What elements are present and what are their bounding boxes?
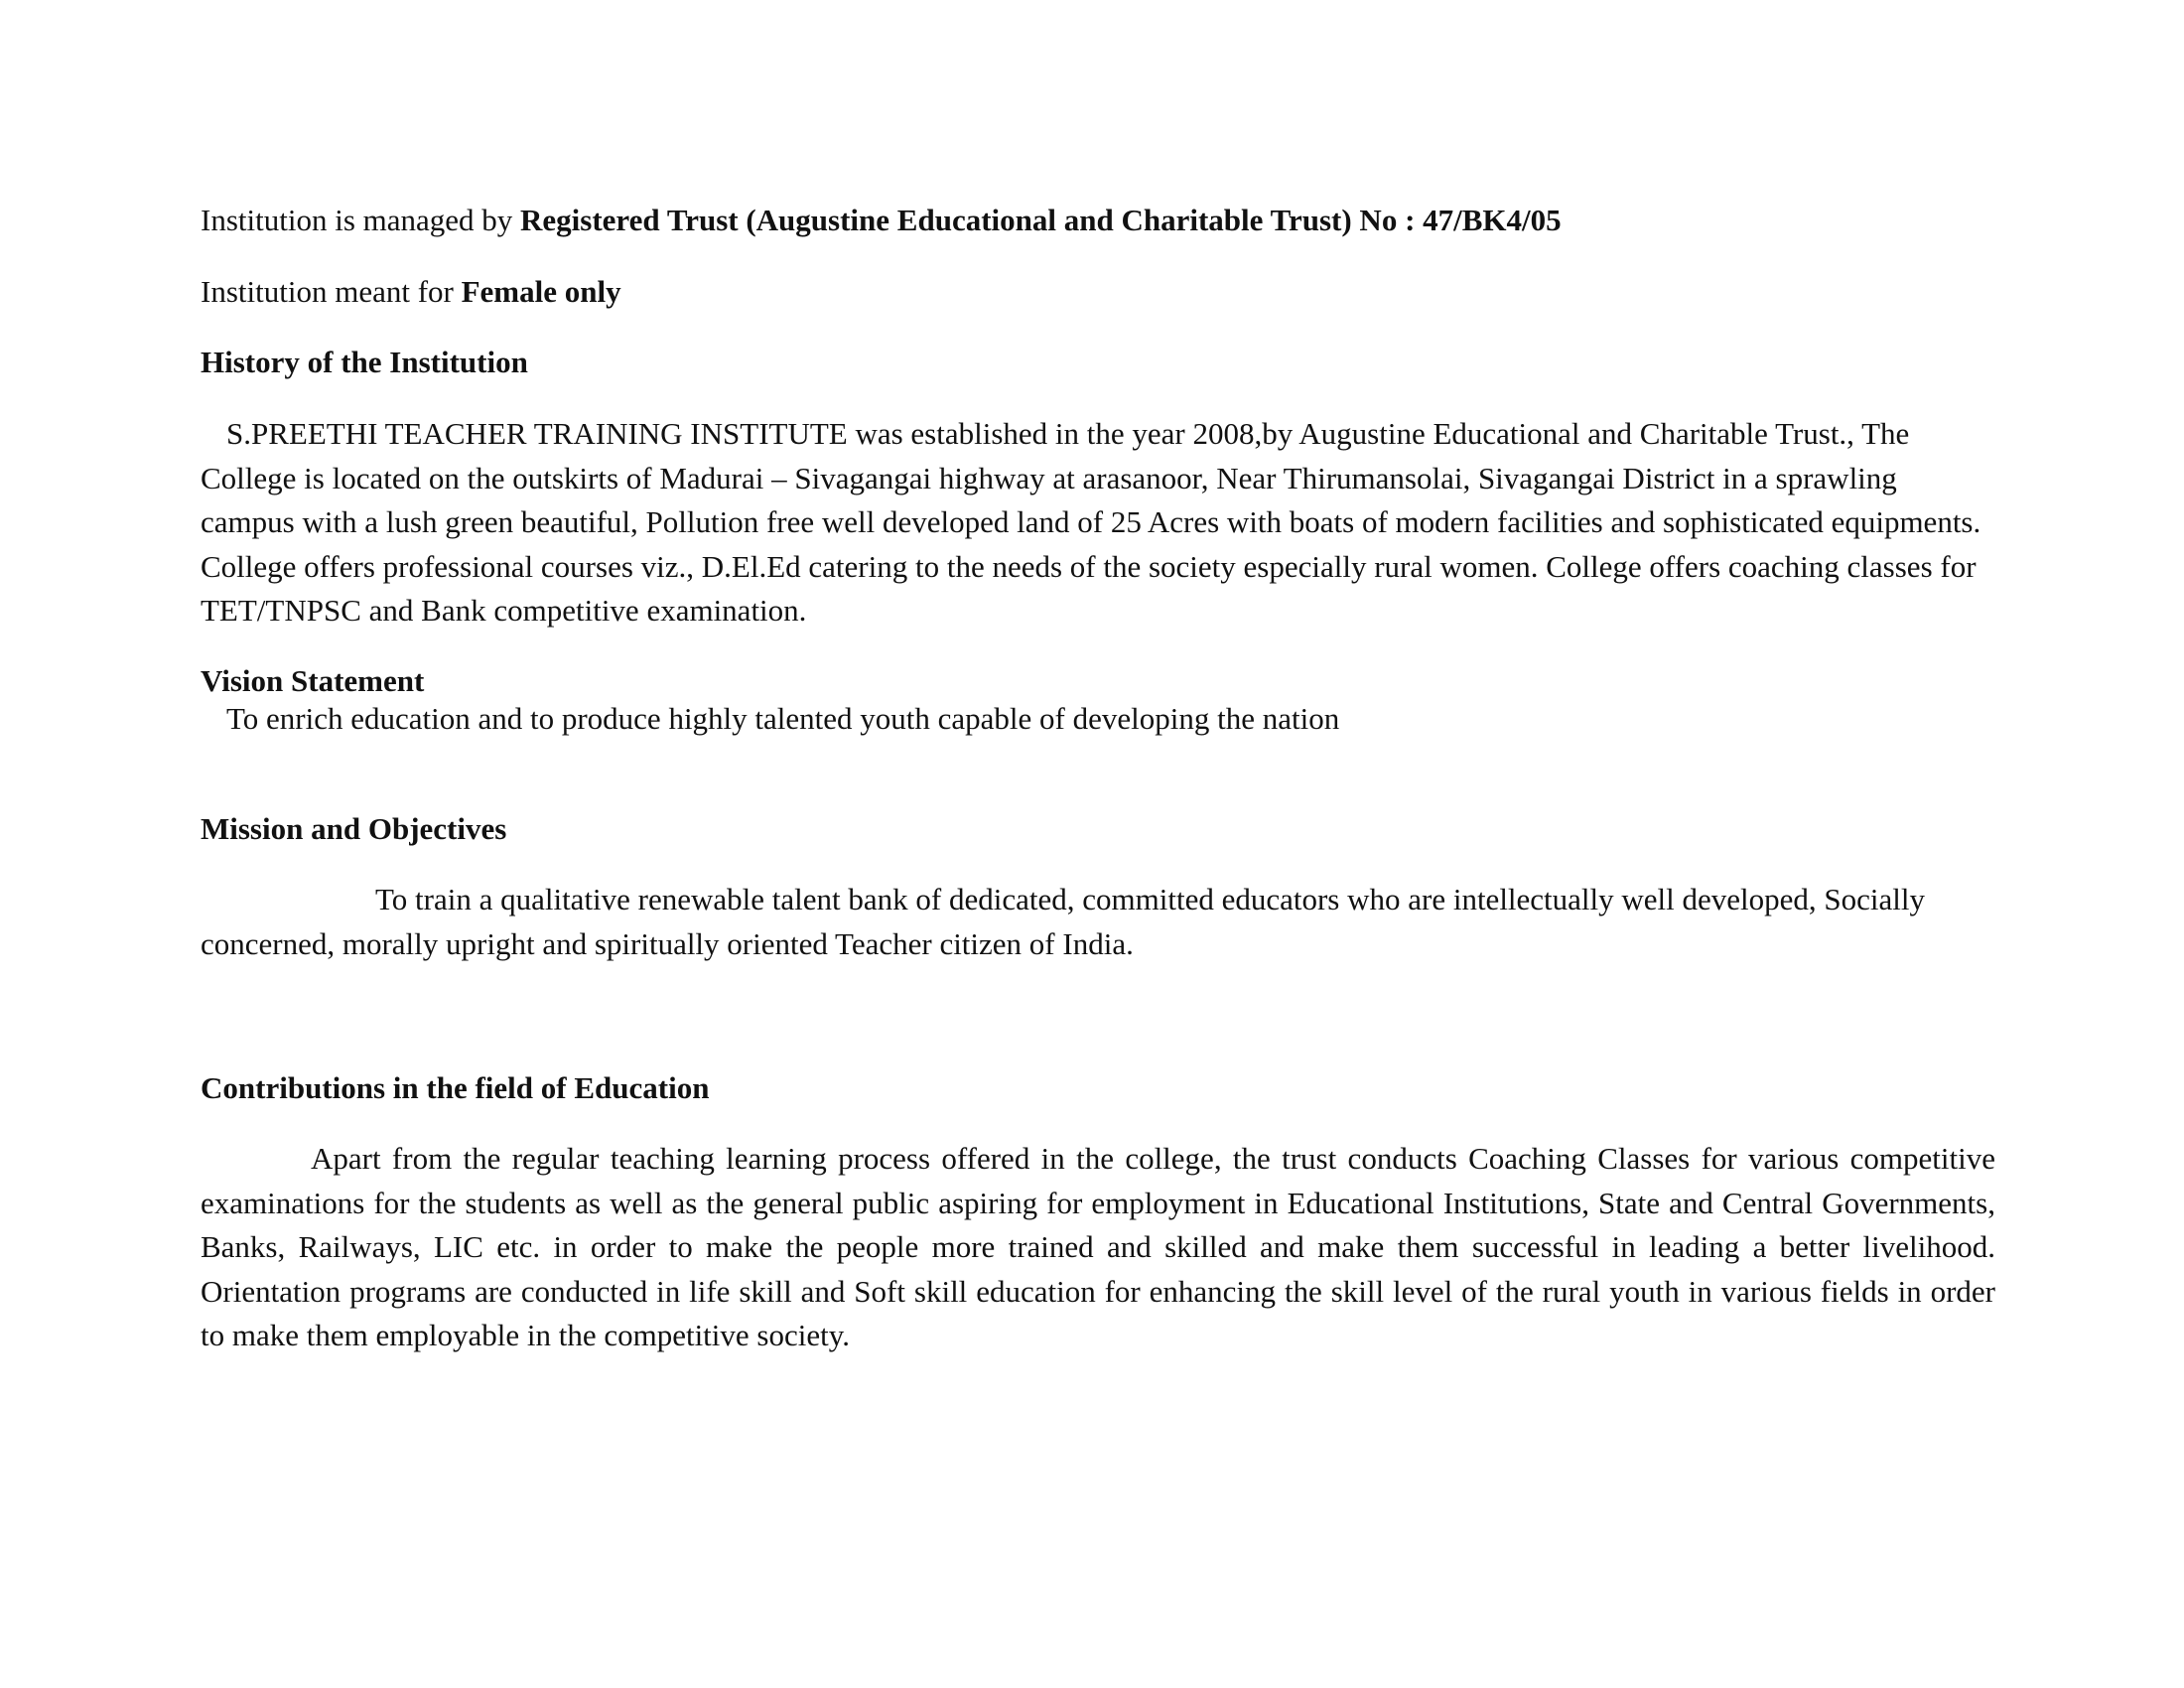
meant-for-value: Female only	[461, 274, 621, 309]
managed-by-line	[201, 199, 1562, 242]
meant-for-prefix: Institution meant for	[201, 274, 462, 309]
vision-heading: Vision Statement	[201, 663, 425, 698]
contributions-heading: Contributions in the field of Education	[201, 1070, 710, 1105]
mission-paragraph: To train a qualitative renewable talent bank of dedicated, committed educators who are intellectually well developed, Socially concerned, morally upright and spiritually oriented Teacher citizen of India.	[201, 882, 1926, 961]
mission-heading: Mission and Objectives	[201, 811, 507, 846]
managed-by-prefix: Institution is managed by	[201, 203, 521, 237]
history-heading: History of the Institution	[201, 345, 528, 379]
managed-by-value: Registered Trust (Augustine Educational and Charitable Trust) No : 47/BK4/05	[520, 203, 1562, 237]
vision-paragraph: To enrich education and to produce highly talented youth capable of developing the nation	[226, 701, 1340, 736]
contributions-paragraph: Apart from the regular teaching learning process offered in the college, the trust conducts Coaching Classes for various competitive examinations for the students as well as the general public aspiring for employment in Educational Institutions, State and Central Governments, Banks, Railways, LIC etc. in order to make the people more trained and skilled and make them successful in leading a better livelihood. Orientation programs are conducted in life skill and Soft skill education for enhancing the skill level of the rural youth in various fields in order to make them employable in the competitive society.	[201, 1141, 1995, 1353]
meant-for-line	[201, 270, 621, 314]
history-paragraph: S.PREETHI TEACHER TRAINING INSTITUTE was established in the year 2008,by Augustine Educational and Charitable Trust., The College is located on the outskirts of Madurai – Sivagangai highway at arasanoor, Near Thirumansolai, Sivagangai District in a sprawling campus with a lush green beautiful, Pollution free well developed land of 25 Acres with boats of modern facilities and sophisticated equipments. College offers professional courses viz., D.El.Ed catering to the needs of the society especially rural women. College offers coaching classes for TET/TNPSC and Bank competitive examination.	[201, 416, 1981, 629]
